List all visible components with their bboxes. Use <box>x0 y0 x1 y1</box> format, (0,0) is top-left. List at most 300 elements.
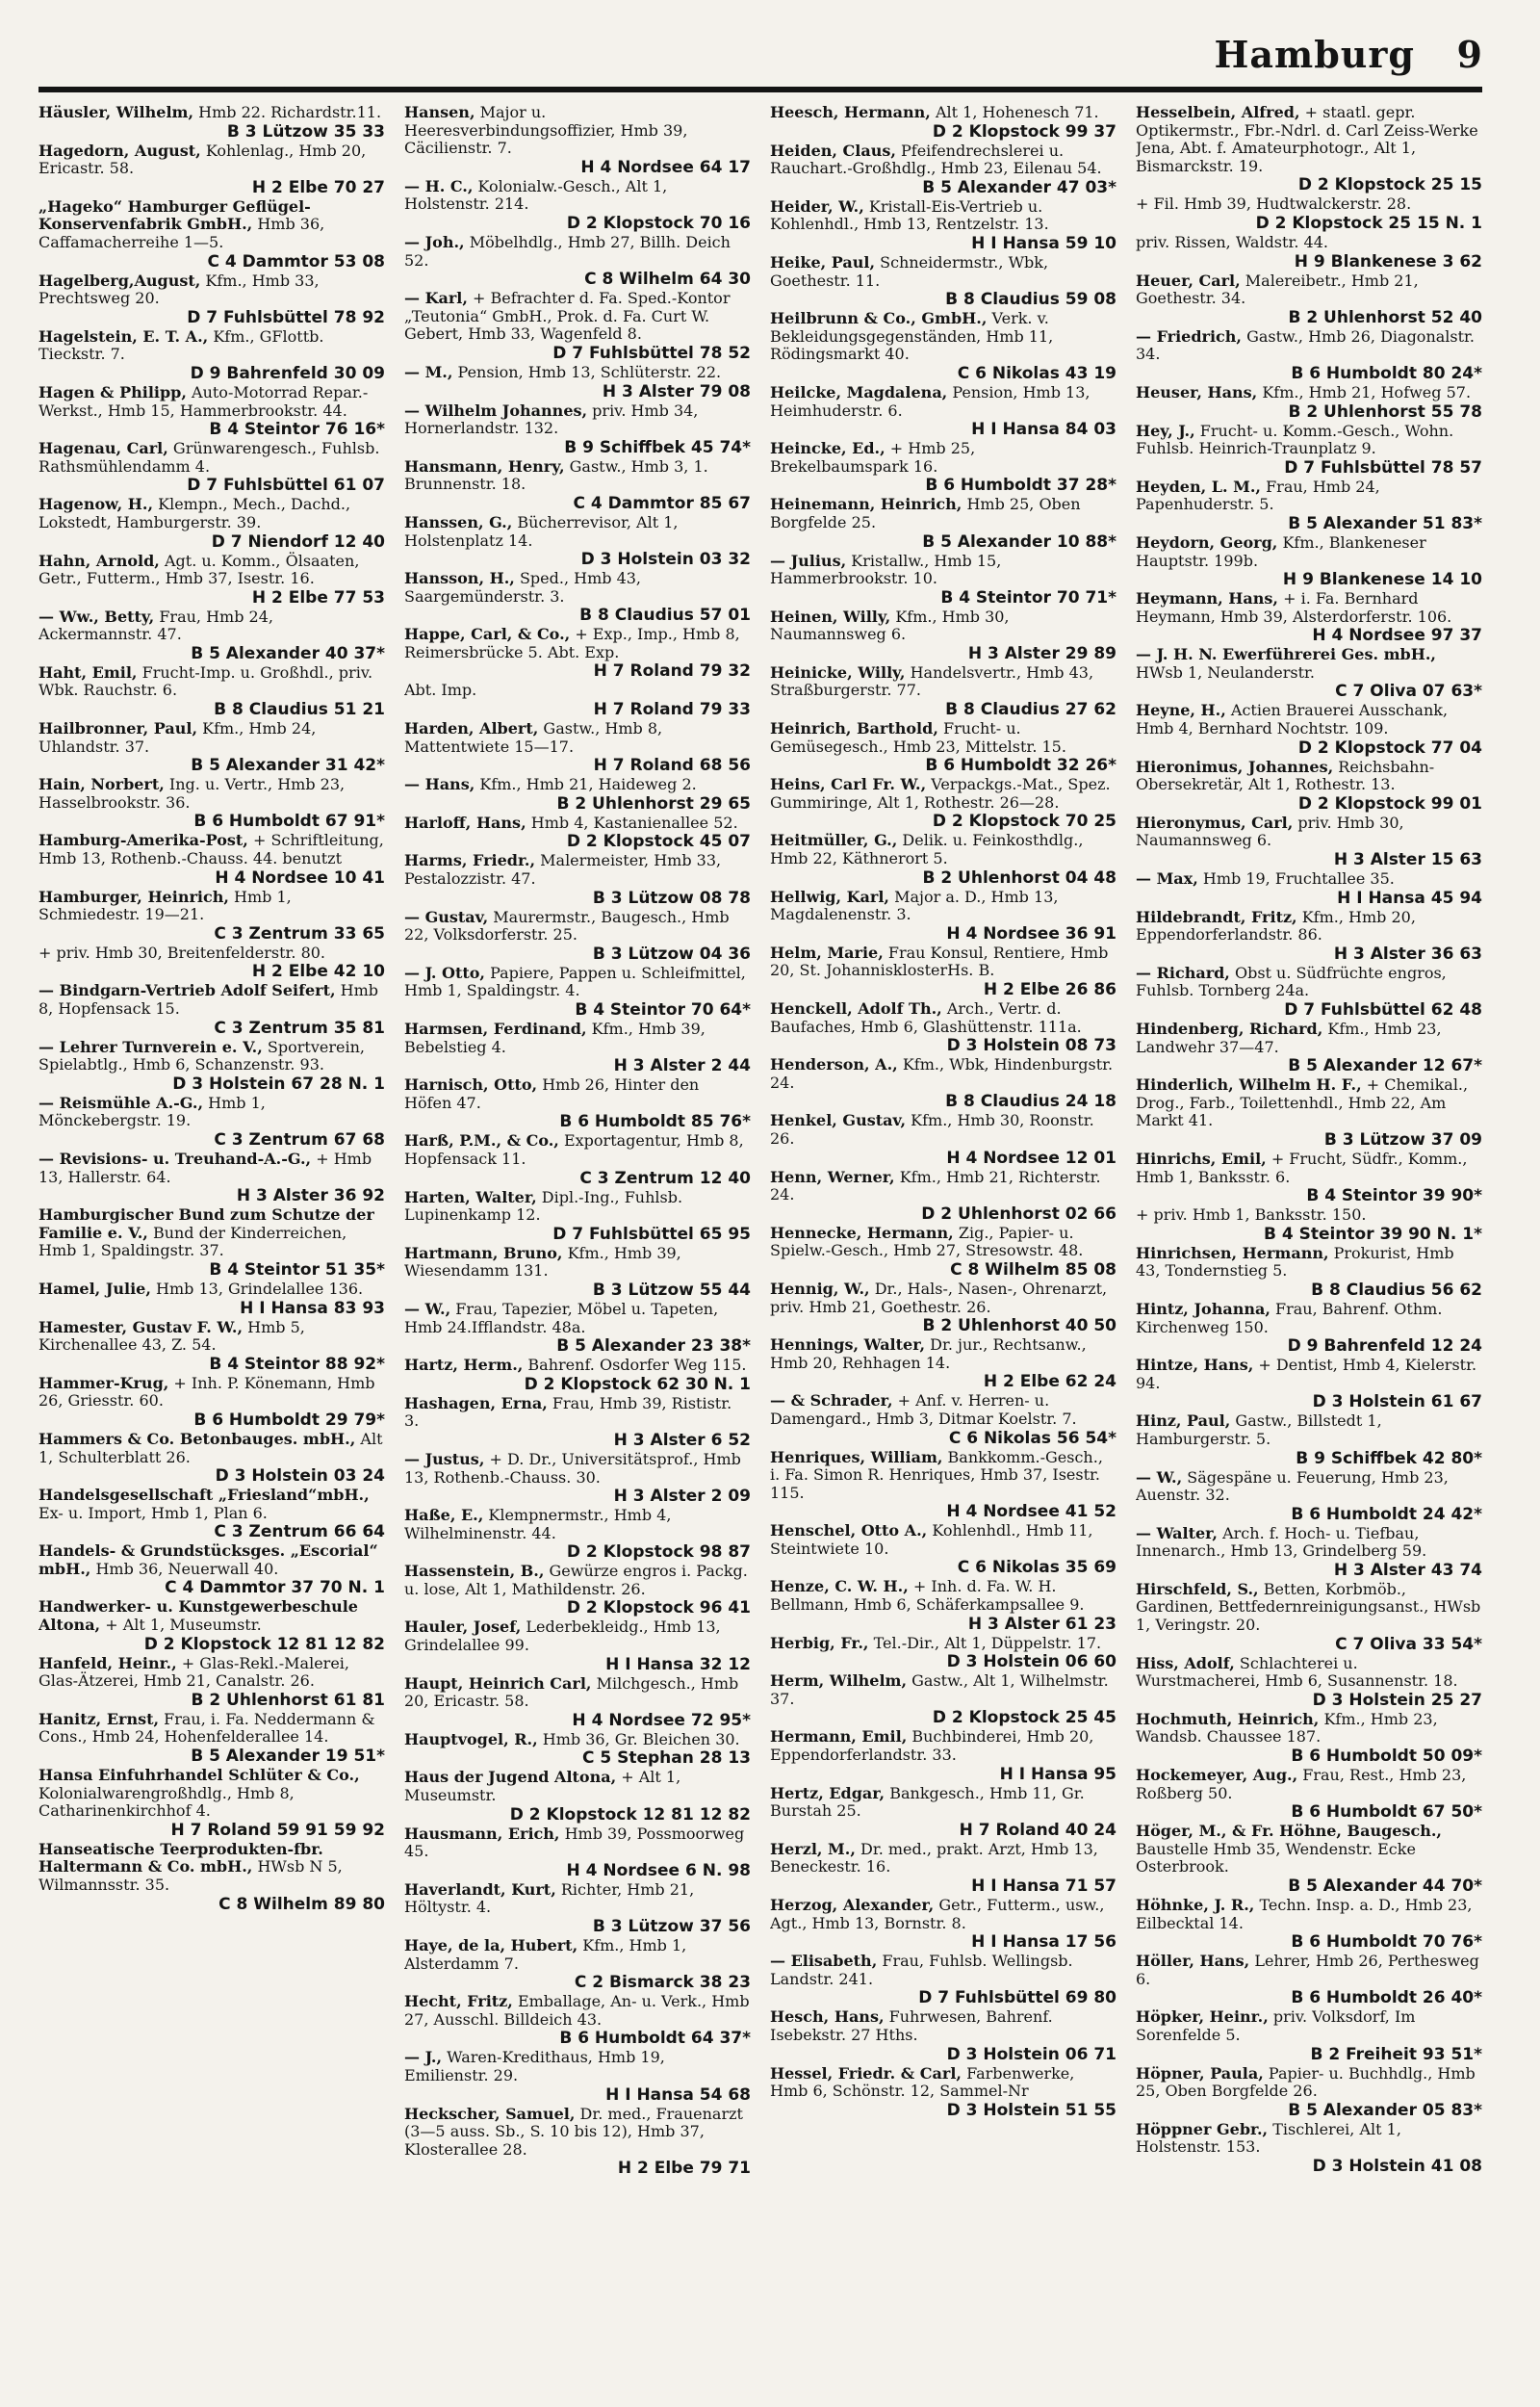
entry-phone: B 6 Humboldt 24 42* <box>1291 1504 1482 1524</box>
entry-details: Ing. u. Vertr., Hmb 23, Hasselbrookstr. 36. <box>38 775 346 812</box>
entry-name: Hirschfeld, S., <box>1136 1579 1259 1598</box>
entry-details: Kohlenlag., Hmb 20, Ericastr. 58. <box>38 141 367 178</box>
directory-entry <box>38 664 385 719</box>
entry-details: Hmb 13, Grindelallee 136. <box>156 1279 364 1298</box>
entry-details: Ex- u. Import, Hmb 1, Plan 6. <box>38 1503 268 1522</box>
directory-entry <box>770 1522 1116 1577</box>
entry-name: Heymann, Hans, <box>1136 589 1278 608</box>
entry-phone: H 3 Alster 43 74 <box>1333 1560 1482 1580</box>
directory-entry <box>38 1767 385 1840</box>
entry-details: Lederbekleidg., Hmb 13, Grindelallee 99. <box>404 1618 721 1655</box>
entry-name: — Richard, <box>1136 963 1230 982</box>
directory-entry <box>404 178 751 233</box>
entry-phone: D 3 Holstein 67 28 N. 1 <box>172 1074 385 1094</box>
directory-entry <box>1136 1767 1482 1822</box>
entry-details: Pension, Hmb 13, Schlüterstr. 22. <box>457 362 722 381</box>
entry-name: Henderson, A., <box>770 1055 898 1074</box>
entry-details: Auto-Motorrad Repar.-Werkst., Hmb 15, Hammerbrookstr. 44. <box>38 382 369 420</box>
entry-name: — Wilhelm Johannes, <box>404 401 588 420</box>
entry-phone: B 8 Claudius 27 62 <box>945 700 1116 720</box>
entry-name: — Hans, <box>404 775 475 794</box>
entry-name: — Lehrer Turnverein e. V., <box>38 1037 263 1056</box>
entry-details: Bücherrevisor, Alt 1, Holstenplatz 14. <box>404 512 679 550</box>
entry-name: Harloff, Hans, <box>404 813 526 832</box>
entry-phone: H I Hansa 54 68 <box>605 2084 751 2105</box>
directory-entry <box>404 458 751 513</box>
entry-details: Bankkomm.-Gesch., i. Fa. Simon R. Henriques, Hmb 37, Isestr. 115. <box>770 1447 1103 1502</box>
directory-entry <box>38 889 385 944</box>
entry-details: Hmb 36, Gr. Bleichen 30. <box>542 1729 740 1748</box>
entry-details: Möbelhdlg., Hmb 27, Billh. Deich 52. <box>404 232 731 270</box>
entry-name: Heitmüller, G., <box>770 831 898 850</box>
entry-name: Heins, Carl Fr. W., <box>770 775 927 794</box>
directory-entry <box>404 290 751 363</box>
entry-details: Klempn., Mech., Dachd., Lokstedt, Hamburgerstr. 39. <box>38 495 351 531</box>
entry-phone: B 5 Alexander 12 67* <box>1288 1056 1482 1076</box>
directory-entry <box>404 776 751 814</box>
entry-details: + Glas-Rekl.-Malerei, Glas-Ätzerei, Hmb 21, Canalstr. 26. <box>38 1653 349 1691</box>
directory-entry <box>1136 1655 1482 1710</box>
entry-phone: B 8 Claudius 24 18 <box>945 1092 1116 1112</box>
entry-details: Kristallw., Hmb 15, Hammerbrookstr. 10. <box>770 551 1002 588</box>
directory-entry <box>38 832 385 887</box>
entry-phone: D 7 Fuhlsbüttel 78 52 <box>552 343 751 363</box>
entry-phone: D 3 Holstein 51 55 <box>946 2100 1116 2120</box>
entry-name: Höppner Gebr., <box>1136 2119 1269 2138</box>
directory-entry <box>770 1225 1116 1280</box>
entry-phone: B 5 Alexander 05 83* <box>1288 2100 1482 2120</box>
directory-entry <box>1136 1076 1482 1150</box>
directory-entry <box>1136 1469 1482 1524</box>
entry-details: Arch. f. Hoch- u. Tiefbau, Innenarch., Hmb 13, Grindelberg 59. <box>1136 1523 1427 1561</box>
entry-phone: B 3 Lützow 37 56 <box>592 1917 751 1936</box>
entry-name: Heyne, H., <box>1136 701 1226 720</box>
entry-phone: B 3 Lützow 35 33 <box>226 121 385 142</box>
entry-phone: D 2 Klopstock 45 07 <box>566 832 751 852</box>
directory-entry <box>404 1132 751 1187</box>
entry-phone: C 3 Zentrum 33 65 <box>214 923 385 944</box>
entry-details: Maurermstr., Baugesch., Hmb 22, Volksdorferstr. 25. <box>404 907 730 945</box>
entry-name: Haye, de la, Hubert, <box>404 1936 578 1954</box>
directory-entry <box>404 1189 751 1244</box>
entry-name: Heider, W., <box>770 196 864 216</box>
entry-name: Hausmann, Erich, <box>404 1824 560 1843</box>
entry-name: Heilcke, Magdalena, <box>770 382 948 401</box>
entry-name: Heinrich, Barthold, <box>770 719 938 738</box>
entry-name: Hildebrandt, Fritz, <box>1136 907 1297 926</box>
entry-name: — Julius, <box>770 551 847 570</box>
entry-details: Frau, Hmb 24, Papenhuderstr. 5. <box>1136 477 1380 514</box>
directory-entry <box>404 1563 751 1618</box>
directory-entry <box>38 1431 385 1486</box>
entry-name: Handelsgesellschaft „Friesland“mbH., <box>38 1486 370 1505</box>
entry-name: Hinrichsen, Hermann, <box>1136 1243 1329 1262</box>
entry-phone: H 3 Alster 2 44 <box>613 1056 751 1076</box>
entry-phone: H 3 Alster 79 08 <box>602 381 751 401</box>
directory-entry <box>1136 195 1482 233</box>
entry-name: Hennig, W., <box>770 1279 870 1298</box>
directory-entry <box>404 2049 751 2104</box>
directory-entry <box>770 1000 1116 1055</box>
entry-details: + Exp., Imp., Hmb 8, Reimersbrücke 5. Abt. Exp. <box>404 625 740 661</box>
column-2 <box>404 104 751 2386</box>
entry-name: Hermann, Emil, <box>770 1727 908 1747</box>
directory-entry <box>770 832 1116 887</box>
entry-name: „Hageko“ Hamburger Geflügel-Konservenfabrik GmbH., <box>38 196 311 234</box>
entry-phone: B 5 Alexander 31 42* <box>191 756 385 776</box>
directory-entry <box>1136 2065 1482 2120</box>
directory-entry <box>1136 479 1482 533</box>
directory-entry <box>1136 272 1482 327</box>
entry-name: Haus der Jugend Altona, <box>404 1768 617 1787</box>
entry-name: Heckscher, Samuel, <box>404 2104 576 2123</box>
entry-phone: D 2 Klopstock 99 01 <box>1297 793 1482 814</box>
entry-phone: B 4 Steintor 51 35* <box>209 1259 385 1280</box>
entry-phone: B 6 Humboldt 64 37* <box>559 2029 751 2049</box>
entry-details: Kfm., Hmb 30, Roonstr. 26. <box>770 1111 1094 1148</box>
entry-details: Hmb 26, Hinter den Höfen 47. <box>404 1075 700 1112</box>
directory-entry <box>770 1841 1116 1896</box>
entry-phone: B 2 Uhlenhorst 40 50 <box>922 1316 1116 1336</box>
directory-entry <box>1136 1711 1482 1766</box>
entry-name: Hauler, Josef, <box>404 1618 522 1637</box>
entry-phone: B 5 Alexander 44 70* <box>1288 1876 1482 1896</box>
entry-phone: C 5 Stephan 28 13 <box>581 1748 751 1769</box>
directory-entry <box>1136 104 1482 194</box>
entry-name: Henkel, Gustav, <box>770 1111 907 1130</box>
entry-phone: B 5 Alexander 23 38* <box>556 1336 751 1357</box>
entry-name: Hinderlich, Wilhelm H. F., <box>1136 1075 1362 1095</box>
entry-details: Arch., Vertr. d. Baufaches, Hmb 6, Glashüttenstr. 111a. <box>770 999 1082 1036</box>
entry-details: Frucht- u. Gemüsegesch., Hmb 23, Mittelstr. 15. <box>770 719 1066 756</box>
directory-entry <box>404 104 751 177</box>
entry-phone: D 7 Fuhlsbüttel 61 07 <box>187 476 385 496</box>
entry-details: Milchgesch., Hmb 20, Ericastr. 58. <box>404 1673 739 1711</box>
entry-details: Kfm., Hmb 21, Hofweg 57. <box>1262 382 1472 401</box>
directory-entry <box>38 1598 385 1653</box>
entry-details: + Alt 1, Museumstr. <box>404 1768 681 1805</box>
entry-name: Heike, Paul, <box>770 252 876 272</box>
entry-name: Hanitz, Ernst, <box>38 1709 160 1728</box>
entry-name: Hanssen, G., <box>404 512 513 531</box>
entry-details: Hmb 19, Fruchtallee 35. <box>1202 869 1395 889</box>
entry-name: Hochmuth, Heinrich, <box>1136 1709 1320 1728</box>
entry-name: Hailbronner, Paul, <box>38 719 198 738</box>
entry-details: Major a. D., Hmb 13, Magdalenenstr. 3. <box>770 887 1059 924</box>
entry-name: Hindenberg, Richard, <box>1136 1020 1323 1038</box>
entry-details: Dr. med., Frauenarzt (3—5 auss. Sb., S. 10 bis 12), Hmb 37, Klosterallee 28. <box>404 2104 743 2159</box>
entry-phone: D 7 Fuhlsbüttel 65 95 <box>552 1224 751 1244</box>
entry-name: Hagelstein, E. T. A., <box>38 326 209 346</box>
directory-entry <box>770 1635 1116 1672</box>
entry-name: — J. Otto, <box>404 963 485 982</box>
directory-entry <box>38 198 385 272</box>
directory-entry <box>1136 759 1482 814</box>
entry-details: Farbenwerke, Hmb 6, Schönstr. 12, Sammel-Nr <box>770 2063 1075 2101</box>
entry-name: Harß, P.M., & Co., <box>404 1131 559 1151</box>
directory-entry <box>1136 1412 1482 1467</box>
entry-details: Frau, Bahrenf. Othm. Kirchenweg 150. <box>1136 1299 1443 1336</box>
directory-entry <box>1136 965 1482 1020</box>
entry-phone: B 5 Alexander 47 03* <box>922 177 1116 197</box>
directory-entry <box>770 1281 1116 1335</box>
entry-name: — Reismühle A.-G., <box>38 1093 204 1112</box>
page-header <box>38 29 1482 85</box>
directory-entry <box>770 1392 1116 1447</box>
entry-name: Hahn, Arnold, <box>38 551 160 570</box>
directory-entry <box>770 720 1116 775</box>
entry-name: — Revisions- u. Treuhand-A.-G., <box>38 1149 312 1168</box>
directory-entry <box>38 945 385 982</box>
entry-name: Hanseatische Teerprodukten-fbr. Haltermann & Co. mbH., <box>38 1839 323 1876</box>
entry-name: Henckell, Adolf Th., <box>770 999 942 1018</box>
entry-name: — W., <box>404 1299 451 1318</box>
entry-phone: D 7 Fuhlsbüttel 69 80 <box>918 1988 1116 2008</box>
entry-name: Henschel, Otto A., <box>770 1521 928 1540</box>
entry-details: Tel.-Dir., Alt 1, Düppelstr. 17. <box>873 1633 1102 1652</box>
entry-name: Hamburger, Heinrich, <box>38 887 229 906</box>
directory-entry <box>404 1357 751 1394</box>
entry-name: — W., <box>1136 1467 1183 1487</box>
entry-phone: D 2 Klopstock 99 37 <box>932 121 1116 142</box>
entry-details: Frau, Hmb 39, Rististr. 3. <box>404 1393 732 1431</box>
column-1 <box>38 104 385 2386</box>
directory-entry <box>38 1039 385 1094</box>
entry-name: — Walter, <box>1136 1523 1218 1542</box>
entry-details: + Dentist, Hmb 4, Kielerstr. 94. <box>1136 1356 1477 1392</box>
entry-name: Heyden, L. M., <box>1136 477 1261 496</box>
entry-details: + Anf. v. Herren- u. Damengard., Hmb 3, Ditmar Koelstr. 7. <box>770 1391 1077 1428</box>
entry-phone: D 3 Holstein 25 27 <box>1312 1690 1482 1710</box>
entry-phone: C 6 Nikolas 43 19 <box>957 363 1116 383</box>
entry-details: Alt 1, Schulterblatt 26. <box>38 1429 383 1466</box>
directory-entry <box>1136 234 1482 272</box>
entry-name: Heydorn, Georg, <box>1136 532 1278 552</box>
entry-phone: B 6 Humboldt 26 40* <box>1291 1988 1482 2008</box>
entry-details: + Fil. Hmb 39, Hudtwalckerstr. 28. <box>1136 194 1412 214</box>
directory-entry <box>404 1301 751 1356</box>
directory-entry <box>1136 1823 1482 1896</box>
directory-entry <box>770 889 1116 944</box>
directory-entry <box>404 815 751 852</box>
directory-entry <box>38 982 385 1037</box>
entry-phone: H 4 Nordsee 12 01 <box>946 1148 1116 1168</box>
header-rule <box>38 87 1482 92</box>
entry-phone: D 7 Fuhlsbüttel 78 92 <box>187 307 385 327</box>
entry-name: — & Schrader, <box>770 1391 893 1411</box>
entry-details: Frau, Fuhlsb. Wellingsb. Landstr. 241. <box>770 1952 1073 1988</box>
entry-details: Kfm., GFlottb. Tieckstr. 7. <box>38 326 324 364</box>
entry-details: Exportagentur, Hmb 8, Hopfensack 11. <box>404 1131 744 1168</box>
entry-phone: B 4 Steintor 39 90* <box>1306 1186 1482 1206</box>
directory-entry <box>1136 815 1482 869</box>
directory-entry <box>404 1993 751 2048</box>
entry-details: Sped., Hmb 43, Saargemünderstr. 3. <box>404 569 642 606</box>
entry-name: Helm, Marie, <box>770 943 884 962</box>
directory-entry <box>1136 384 1482 422</box>
entry-phone: D 3 Holstein 03 32 <box>580 550 751 570</box>
entry-name: Hintz, Johanna, <box>1136 1299 1270 1318</box>
directory-entry <box>38 104 385 142</box>
entry-name: Harten, Walter, <box>404 1187 537 1206</box>
entry-details: Pension, Hmb 13, Heimhuderstr. 6. <box>770 382 1091 420</box>
directory-entry <box>770 104 1116 142</box>
directory-entry <box>38 1281 385 1318</box>
directory-entry <box>38 1542 385 1597</box>
entry-details: Alt 1, Hohenesch 71. <box>935 104 1099 121</box>
entry-phone: B 4 Steintor 76 16* <box>209 420 385 440</box>
entry-name: Hansen, <box>404 104 475 121</box>
directory-entry <box>770 1449 1116 1522</box>
directory-entry <box>404 364 751 401</box>
directory-entry <box>1136 1151 1482 1205</box>
entry-details: Hmb 39, Possmoorweg 45. <box>404 1824 745 1861</box>
directory-entry <box>770 310 1116 383</box>
directory-entry <box>38 1841 385 1914</box>
entry-phone: H I Hansa 84 03 <box>971 420 1116 440</box>
entry-phone: C 7 Oliva 07 63* <box>1335 682 1482 702</box>
entry-name: Hieronimus, Johannes, <box>1136 757 1334 776</box>
entry-name: — Joh., <box>404 232 465 251</box>
entry-details: Frau, i. Fa. Neddermann & Cons., Hmb 24, Hohenfelderallee 14. <box>38 1709 375 1747</box>
entry-name: Hennecke, Hermann, <box>770 1223 954 1242</box>
entry-details: Bund der Kinderreichen, Hmb 1, Spaldingstr. 37. <box>38 1223 347 1260</box>
entry-phone: D 2 Klopstock 70 25 <box>932 812 1116 832</box>
entry-name: Hinz, Paul, <box>1136 1411 1231 1431</box>
directory-entry <box>404 965 751 1020</box>
entry-name: — Friedrich, <box>1136 326 1242 346</box>
entry-phone: D 3 Holstein 06 71 <box>946 2044 1116 2064</box>
entry-details: Kristall-Eis-Vertrieb u. Kohlenhdl., Hmb 13, Rentzelstr. 13. <box>770 196 1049 234</box>
directory-entry <box>38 776 385 831</box>
entry-name: Hecht, Fritz, <box>404 1992 513 2011</box>
directory-entry <box>38 384 385 439</box>
entry-details: + Schriftleitung, Hmb 13, Rothenb.-Chauss. 44. benutzt <box>38 831 384 868</box>
entry-phone: H 2 Elbe 79 71 <box>617 2159 751 2179</box>
entry-name: Hessel, Friedr. & Carl, <box>770 2063 962 2083</box>
directory-entry <box>38 1151 385 1205</box>
directory-entry <box>770 2008 1116 2063</box>
entry-phone: H 3 Alster 36 92 <box>236 1186 385 1206</box>
entry-name: Heesch, Hermann, <box>770 104 931 121</box>
entry-details: priv. Hmb 30, Naumannsweg 6. <box>1136 813 1404 850</box>
entry-phone: B 5 Alexander 51 83* <box>1288 513 1482 533</box>
directory-entry <box>1136 423 1482 478</box>
entry-details: Hmb 8, Hopfensack 15. <box>38 981 379 1018</box>
entry-phone: C 7 Oliva 33 54* <box>1335 1634 1482 1654</box>
entry-phone: D 3 Holstein 61 67 <box>1312 1392 1482 1412</box>
entry-phone: D 9 Bahrenfeld 30 09 <box>190 363 385 383</box>
entry-name: Hammer-Krug, <box>38 1373 169 1392</box>
directory-entry <box>1136 1357 1482 1411</box>
directory-entry <box>770 1728 1116 1783</box>
entry-details: Kfm., Hmb 33, Prechtsweg 20. <box>38 271 320 308</box>
entry-details: + Hmb 13, Hallerstr. 64. <box>38 1149 372 1186</box>
entry-name: Henn, Werner, <box>770 1167 895 1186</box>
entry-name: Harmsen, Ferdinand, <box>404 1020 587 1038</box>
entry-phone: B 6 Humboldt 85 76* <box>559 1112 751 1132</box>
directory-entry <box>404 2106 751 2179</box>
entry-name: Hesselbein, Alfred, <box>1136 104 1300 121</box>
directory-entry <box>38 496 385 551</box>
entry-phone: H 3 Alster 15 63 <box>1333 850 1482 870</box>
entry-phone: C 3 Zentrum 66 64 <box>214 1522 385 1542</box>
entry-phone: H 3 Alster 6 52 <box>613 1430 751 1450</box>
entry-phone: D 2 Klopstock 77 04 <box>1297 738 1482 758</box>
entry-name: — H. C., <box>404 176 474 195</box>
entry-name: Hanfeld, Heinr., <box>38 1653 177 1672</box>
entry-details: Bahrenf. Osdorfer Weg 115. <box>527 1356 747 1375</box>
directory-entry <box>38 328 385 383</box>
entry-phone: D 2 Klopstock 12 81 12 82 <box>143 1634 385 1654</box>
entry-details: Kfm., Hmb 21, Richterstr. 24. <box>770 1167 1101 1204</box>
entry-details: Fuhrwesen, Bahrenf. Isebekstr. 27 Hths. <box>770 2007 1053 2044</box>
entry-name: Haße, E., <box>404 1506 484 1525</box>
entry-name: Hagenow, H., <box>38 495 154 514</box>
entry-phone: B 9 Schiffbek 42 80* <box>1296 1448 1482 1468</box>
entry-details: Gewürze engros i. Packg. u. lose, Alt 1, Mathildenstr. 26. <box>404 1562 748 1598</box>
entry-details: Baustelle Hmb 35, Wendenstr. Ecke Osterbrook. <box>1136 1839 1416 1876</box>
entry-name: — J. H. N. Ewerführerei Ges. mbH., <box>1136 645 1436 664</box>
entry-details: priv. Volksdorf, Im Sorenfelde 5. <box>1136 2007 1416 2044</box>
entry-details: Hmb 36, Neuerwall 40. <box>95 1559 279 1578</box>
entry-phone: B 4 Steintor 39 90 N. 1* <box>1263 1224 1482 1244</box>
page-number: 9 <box>1456 33 1482 76</box>
entry-details: Verk. v. Bekleidungsgegenständen, Hmb 11, Rödingsmarkt 40. <box>770 309 1054 364</box>
entry-phone: B 6 Humboldt 29 79* <box>193 1410 385 1430</box>
entry-name: Hellwig, Karl, <box>770 887 889 906</box>
directory-entry <box>38 1375 385 1430</box>
directory-entry <box>770 1953 1116 2007</box>
entry-phone: B 6 Humboldt 67 50* <box>1291 1802 1482 1823</box>
entry-phone: H 2 Elbe 70 27 <box>251 177 385 197</box>
entry-phone: D 2 Klopstock 62 30 N. 1 <box>524 1374 751 1394</box>
entry-name: Hansa Einfuhrhandel Schlüter & Co., <box>38 1766 360 1785</box>
entry-details: Kohlenhdl., Hmb 11, Steintwiete 10. <box>770 1521 1093 1558</box>
entry-name: Höpner, Paula, <box>1136 2063 1264 2083</box>
entry-phone: B 6 Humboldt 37 28* <box>925 476 1116 496</box>
entry-phone: B 2 Uhlenhorst 52 40 <box>1288 307 1482 327</box>
entry-phone: H 9 Blankenese 3 62 <box>1294 251 1482 272</box>
entry-phone: D 3 Holstein 06 60 <box>946 1652 1116 1672</box>
entry-name: Hiss, Adolf, <box>1136 1653 1235 1672</box>
entry-phone: H 3 Alster 36 63 <box>1333 944 1482 964</box>
entry-phone: C 2 Bismarck 38 23 <box>574 1973 751 1993</box>
entry-details: Delik. u. Feinkosthdlg., Hmb 22, Käthnerort 5. <box>770 831 1084 868</box>
directory-entry <box>1136 1525 1482 1580</box>
entry-details: Buchbinderei, Hmb 20, Eppendorferlandstr. 33. <box>770 1727 1094 1765</box>
directory-entry <box>38 440 385 495</box>
directory-entry <box>770 2065 1116 2120</box>
entry-phone: D 2 Klopstock 98 87 <box>566 1542 751 1563</box>
entry-name: Harden, Albert, <box>404 719 539 738</box>
entry-phone: H 7 Roland 40 24 <box>959 1820 1116 1840</box>
directory-entry <box>404 514 751 569</box>
entry-details: Kfm., Wbk, Hindenburgstr. 24. <box>770 1055 1114 1092</box>
entry-name: Hartmann, Bruno, <box>404 1243 563 1262</box>
entry-phone: H 4 Nordsee 10 41 <box>215 867 385 888</box>
entry-details: Gastw., Hmb 3, 1. Brunnenstr. 18. <box>404 456 708 494</box>
entry-details: Frau, Rest., Hmb 23, Roßberg 50. <box>1136 1766 1467 1802</box>
entry-phone: D 7 Fuhlsbüttel 78 57 <box>1284 457 1482 478</box>
entry-phone: B 8 Claudius 59 08 <box>945 290 1116 310</box>
directory-entry <box>38 142 385 197</box>
entry-details: Gastw., Alt 1, Wilhelmstr. 37. <box>770 1671 1109 1708</box>
entry-phone: B 2 Freiheit 93 51* <box>1310 2044 1482 2064</box>
entry-name: — Elisabeth, <box>770 1952 878 1971</box>
entry-details: Kfm., Hmb 20, Eppendorferlandstr. 86. <box>1136 907 1416 945</box>
entry-details: Sägespäne u. Feuerung, Hmb 23, Auenstr. 32. <box>1136 1467 1449 1505</box>
